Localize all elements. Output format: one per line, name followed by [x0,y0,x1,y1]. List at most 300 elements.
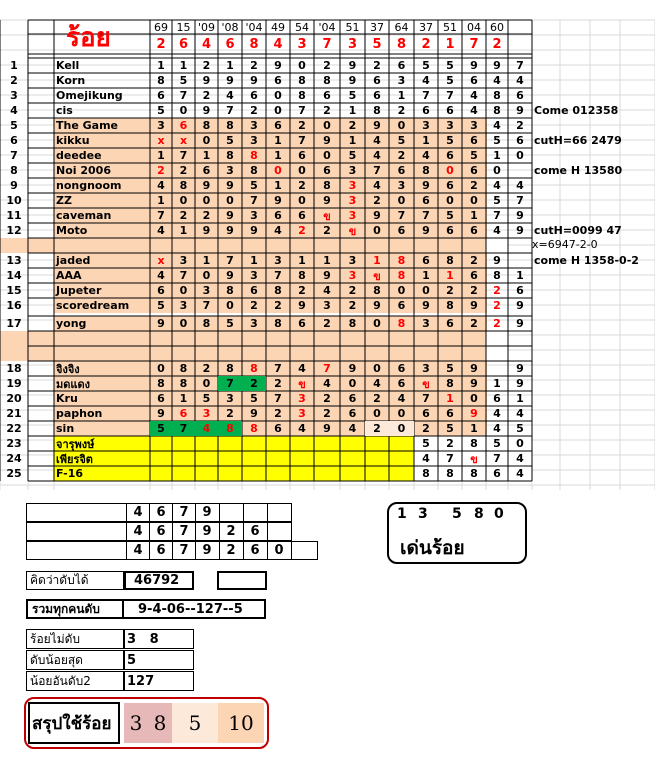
row-cell: 6 [323,89,331,102]
row-cell: 2 [348,284,357,297]
conclusion-value: 5 [172,703,218,743]
row-number: 25 [6,467,22,480]
header-digit: 4 [273,36,283,52]
row-cell: 0 [493,164,501,177]
row-cell: 0 [389,421,414,436]
row-cell: 4 [298,362,306,375]
row-cell: 2 [470,317,478,330]
row-cell: 6 [348,392,357,405]
row-cell: 2 [422,422,430,435]
row-cell: 3 [348,194,357,207]
row-cell [218,436,242,451]
row-cell: 9 [470,299,478,312]
miss-digit: 2 [219,523,242,540]
row-cell: 7 [298,134,306,147]
row-cell: 7 [422,392,430,405]
row-cell: 3 [298,407,306,420]
row-cell: 4 [422,74,430,87]
row-cell: 6 [493,467,501,480]
row-cell: 6 [422,104,430,117]
header-digit: 5 [372,36,382,52]
miss-digit: 6 [243,542,266,559]
row-cell [508,253,532,268]
row-cell: 0 [373,317,381,330]
row-cell: 7 [446,89,454,102]
row-name: jaded [56,254,91,267]
header-year: 64 [394,20,409,34]
row-cell: 1 [422,269,430,282]
row-cell: 1 [470,422,478,435]
row-cell: 2 [274,407,282,420]
row-cell: 7 [493,209,501,222]
miss-digit: 7 [172,542,195,559]
row-cell: 1 [274,179,282,192]
row-cell: 2 [242,376,266,391]
row-name: Jupeter [56,284,102,297]
row-cell: 7 [397,209,406,222]
row-cell: 4 [157,269,165,282]
row-cell: 5 [202,392,211,405]
row-number: 1 [10,59,18,72]
miss-digit [291,504,314,521]
row-cell: 6 [274,209,282,222]
row-number: 23 [6,437,22,450]
row-cell: 9 [373,299,381,312]
highlight-digit: 3 [418,506,428,522]
row-name: AAA [56,269,82,282]
row-cell: 6 [493,392,501,405]
row-cell: 1 [516,392,524,405]
row-cell: 9 [422,224,430,237]
row-cell: 6 [516,284,524,297]
header-digit: 2 [492,36,502,52]
row-cell: 6 [397,377,406,390]
row-cell: 2 [397,104,406,117]
row-cell: ข [422,377,430,391]
header-digit: 8 [396,36,407,52]
row-cell: 0 [470,392,478,405]
row-cell: 2 [323,392,331,405]
row-cell: 3 [397,74,406,87]
highlight-digit: 0 [494,506,504,522]
row-cell [242,466,266,481]
row-cell: 2 [323,407,331,420]
miss-digit: 6 [149,504,172,521]
row-cell: 9 [226,269,234,282]
row-cell: 1 [397,89,406,102]
row-cell: 9 [470,407,478,420]
row-name: sin [56,422,75,435]
row-cell: 2 [493,317,501,330]
row-cell: 9 [202,179,211,192]
row-cell: 2 [373,59,381,72]
row-cell: 6 [298,149,306,162]
row-cell [365,436,389,451]
row-cell: 3 [157,119,165,132]
row-cell: 9 [422,299,430,312]
row-cell: 5 [493,437,501,450]
row-cell: 9 [157,407,165,420]
row-cell [242,436,266,451]
header-digit: 7 [322,36,332,52]
row-name: The Game [56,119,118,132]
row-cell: 8 [373,104,381,117]
row-cell: 0 [422,284,430,297]
row-cell: ข [373,269,381,283]
row-cell: 5 [446,74,454,87]
row-cell: 0 [323,149,331,162]
row-cell: 4 [373,149,381,162]
row-cell: 7 [202,299,211,312]
row-cell: 8 [274,284,282,297]
row-cell [314,436,340,451]
row-cell: 7 [274,269,282,282]
row-cell: 5 [226,134,234,147]
row-cell: 5 [250,392,258,405]
row-cell [389,466,414,481]
row-cell: 3 [298,392,306,405]
miss-digit: 4 [126,504,149,521]
row-cell: 5 [348,149,357,162]
row-cell: 2 [365,421,389,436]
row-cell: 2 [274,377,282,390]
row-note: cutH=0099 47 [534,224,622,237]
row-cell: 9 [422,179,430,192]
row-cell: 9 [493,59,501,72]
row-cell: 8 [493,104,501,117]
row-cell: 9 [470,377,478,390]
row-cell: 7 [323,362,331,375]
row-cell [340,466,365,481]
header-digit: 8 [249,36,259,52]
row-cell: 5 [397,134,406,147]
row-cell: 6 [470,164,478,177]
row-number: 18 [6,362,22,375]
header-year: 51 [443,20,457,34]
row-cell: 6 [446,179,454,192]
row-cell: 2 [348,299,357,312]
row-number: 15 [6,284,22,297]
row-cell: 9 [323,422,331,435]
row-cell: 5 [446,422,454,435]
conclusion-value: 3 [124,703,148,743]
miss-digit [267,504,290,521]
row-cell: 3 [226,392,234,405]
row-number: 14 [6,269,22,282]
row-cell: 4 [323,377,331,390]
stat-label: น้อยอันดับ2 [30,673,91,688]
miss-digit: 9 [195,523,218,540]
row-cell: 0 [516,437,524,450]
row-cell: 8 [298,89,306,102]
row-cell: 2 [323,59,331,72]
header-year: 04 [467,20,481,34]
row-cell: 5 [493,194,501,207]
row-cell: 6 [470,134,478,147]
row-cell: 2 [323,104,331,117]
row-cell: 9 [516,362,524,375]
row-cell: 5 [226,317,234,330]
miss-digit: 0 [267,542,290,559]
row-cell: 1 [157,149,165,162]
row-cell [172,466,195,481]
row-cell: 6 [274,119,282,132]
row-cell: 9 [493,254,501,267]
row-cell: 4 [397,392,406,405]
row-cell: 6 [179,119,188,132]
row-cell: 5 [516,422,524,435]
header-year: 69 [154,20,168,34]
row-cell: 3 [470,119,478,132]
highlight-digit: 5 [452,506,462,522]
row-cell: 8 [397,317,406,330]
row-cell: 9 [226,74,234,87]
row-cell: 0 [226,194,234,207]
row-cell: 5 [422,59,430,72]
row-cell: x [179,134,188,147]
miss-digit: 7 [172,523,195,540]
row-cell [266,451,290,466]
row-cell: 1 [179,224,188,237]
row-cell: 9 [516,224,524,237]
row-number: 6 [10,134,18,147]
row-cell: 0 [202,377,211,390]
row-cell: 8 [446,254,454,267]
row-cell [365,451,389,466]
row-cell: 4 [493,422,501,435]
row-cell: x [157,254,165,267]
row-cell: 5 [470,149,478,162]
row-cell: 3 [446,119,454,132]
header-year: 51 [345,20,360,34]
row-cell: 9 [202,224,211,237]
row-cell: 5 [179,74,188,87]
row-cell: 5 [493,134,501,147]
row-cell: 2 [516,119,524,132]
row-number: 4 [10,104,18,117]
row-cell: 1 [274,149,282,162]
row-cell: 4 [470,104,478,117]
row-cell: 0 [157,362,165,375]
row-cell: 9 [226,209,234,222]
row-cell: 3 [397,179,406,192]
row-cell: 8 [323,74,331,87]
row-cell: 6 [422,254,430,267]
empty-box [217,571,267,590]
row-name: F-16 [56,467,84,480]
row-cell: 2 [250,104,258,117]
row-name: Korn [56,74,86,87]
row-cell: 6 [446,149,454,162]
row-cell: 6 [397,224,406,237]
row-cell: 2 [179,164,188,177]
row-cell: 0 [373,224,381,237]
row-cell: 2 [373,392,381,405]
row-cell: 6 [397,59,406,72]
row-cell: 5 [157,299,165,312]
row-cell: 1 [202,254,211,267]
row-cell: 9 [298,299,306,312]
row-cell: 1 [323,254,331,267]
row-cell: 0 [348,377,357,390]
header-year: 15 [176,20,191,34]
row-cell: 6 [516,134,524,147]
row-cell: 9 [202,104,211,117]
row-cell: 4 [516,74,524,87]
row-cell: 9 [226,224,234,237]
row-cell: 8 [250,149,258,162]
row-cell: 8 [446,467,454,480]
row-cell: 0 [179,317,188,330]
row-cell: 8 [226,119,234,132]
row-name: paphon [56,407,103,420]
row-cell: 5 [250,179,258,192]
row-cell: 4 [516,407,524,420]
row-cell: 6 [250,284,258,297]
row-cell: 7 [446,452,454,465]
row-cell: 5 [422,437,430,450]
row-cell: 0 [179,194,188,207]
row-cell [172,436,195,451]
row-cell: 4 [516,179,524,192]
row-cell: 0 [179,284,188,297]
header-year: '08 [221,20,239,34]
row-cell: 8 [250,362,258,375]
row-name: Kru [56,392,78,405]
row-cell: 3 [226,164,234,177]
sheet-title: ร้อย [66,22,111,53]
row-cell: 9 [470,362,478,375]
miss-digit [291,542,314,559]
row-cell: 6 [298,317,306,330]
row-cell: 1 [516,269,524,282]
row-cell [266,436,290,451]
row-cell: 6 [250,89,258,102]
row-cell: 3 [348,254,357,267]
row-cell: 0 [298,194,306,207]
row-cell: 6 [470,224,478,237]
row-cell: 0 [397,119,406,132]
row-cell: 9 [348,59,357,72]
row-cell: 4 [373,134,381,147]
row-cell: 2 [298,224,306,237]
row-cell [365,466,389,481]
row-cell: 5 [150,421,172,436]
conclusion-label: สรุปใช้ร้อย [32,713,112,734]
header-year: '04 [318,20,336,34]
think-value: 46792 [134,573,180,588]
row-cell: 8 [226,362,234,375]
row-cell [290,466,314,481]
row-cell: 6 [323,164,331,177]
row-cell: 3 [250,269,258,282]
all-value: 9-4-06--127--5 [138,601,243,617]
row-cell: 9 [250,407,258,420]
row-cell: 2 [493,284,501,297]
row-cell [314,451,340,466]
row-cell: 3 [250,317,258,330]
row-cell: 0 [274,164,282,177]
row-cell: 0 [226,299,234,312]
row-cell: 8 [446,299,454,312]
row-name: caveman [56,209,112,222]
row-name: Noi 2006 [56,164,111,177]
header-year: '09 [197,20,216,34]
row-cell: 2 [446,284,454,297]
row-cell: 1 [179,59,188,72]
row-cell [195,466,218,481]
row-cell: 7 [274,392,282,405]
row-cell: 1 [157,59,165,72]
row-cell: 7 [172,421,195,436]
miss-digit: 6 [149,542,172,559]
row-cell: 3 [250,209,258,222]
row-cell: 8 [422,467,430,480]
row-cell: 6 [446,224,454,237]
row-cell: 3 [274,254,282,267]
row-name: Moto [56,224,88,237]
row-cell: 2 [470,179,478,192]
row-cell: 3 [348,179,357,192]
row-cell: 3 [179,254,188,267]
row-cell: 8 [298,74,306,87]
row-cell: 8 [218,421,242,436]
stat-value: 127 [127,673,155,689]
row-cell: 7 [179,269,188,282]
row-cell: 1 [422,134,430,147]
row-cell: 9 [348,74,357,87]
row-cell: ข [348,224,357,238]
row-cell: 2 [323,317,331,330]
row-cell: 9 [373,119,381,132]
row-cell: 6 [397,164,406,177]
row-cell: 2 [323,224,331,237]
row-cell: 7 [179,149,188,162]
row-cell: 0 [470,194,478,207]
row-cell: 9 [470,59,478,72]
row-cell [195,436,218,451]
row-cell: 8 [373,284,381,297]
row-cell: 7 [226,104,234,117]
row-number: 16 [6,299,22,312]
row-cell: 8 [157,377,165,390]
row-cell: 0 [516,149,524,162]
row-name: nongnoom [56,179,122,192]
header-digit: 4 [201,36,212,52]
row-name: deedee [56,149,102,162]
row-cell: 3 [250,134,258,147]
row-cell: 8 [202,317,211,330]
row-number: 22 [6,422,22,435]
row-cell: 0 [373,362,381,375]
row-cell [486,361,508,376]
header-digit: 1 [445,36,455,52]
highlight-digit: 1 [397,506,407,522]
row-cell: 4 [493,74,501,87]
row-cell: 1 [157,194,165,207]
row-cell: 4 [373,377,381,390]
highlight-label: เด่นร้อย [400,537,465,559]
row-cell: x [157,134,165,147]
row-cell: 0 [274,104,282,117]
miss-digit: 7 [172,504,195,521]
row-cell: 7 [179,89,188,102]
row-cell: 1 [446,392,454,405]
row-cell: 7 [157,209,165,222]
row-cell: 0 [323,119,331,132]
row-cell: 6 [373,89,381,102]
row-cell: 9 [157,317,165,330]
